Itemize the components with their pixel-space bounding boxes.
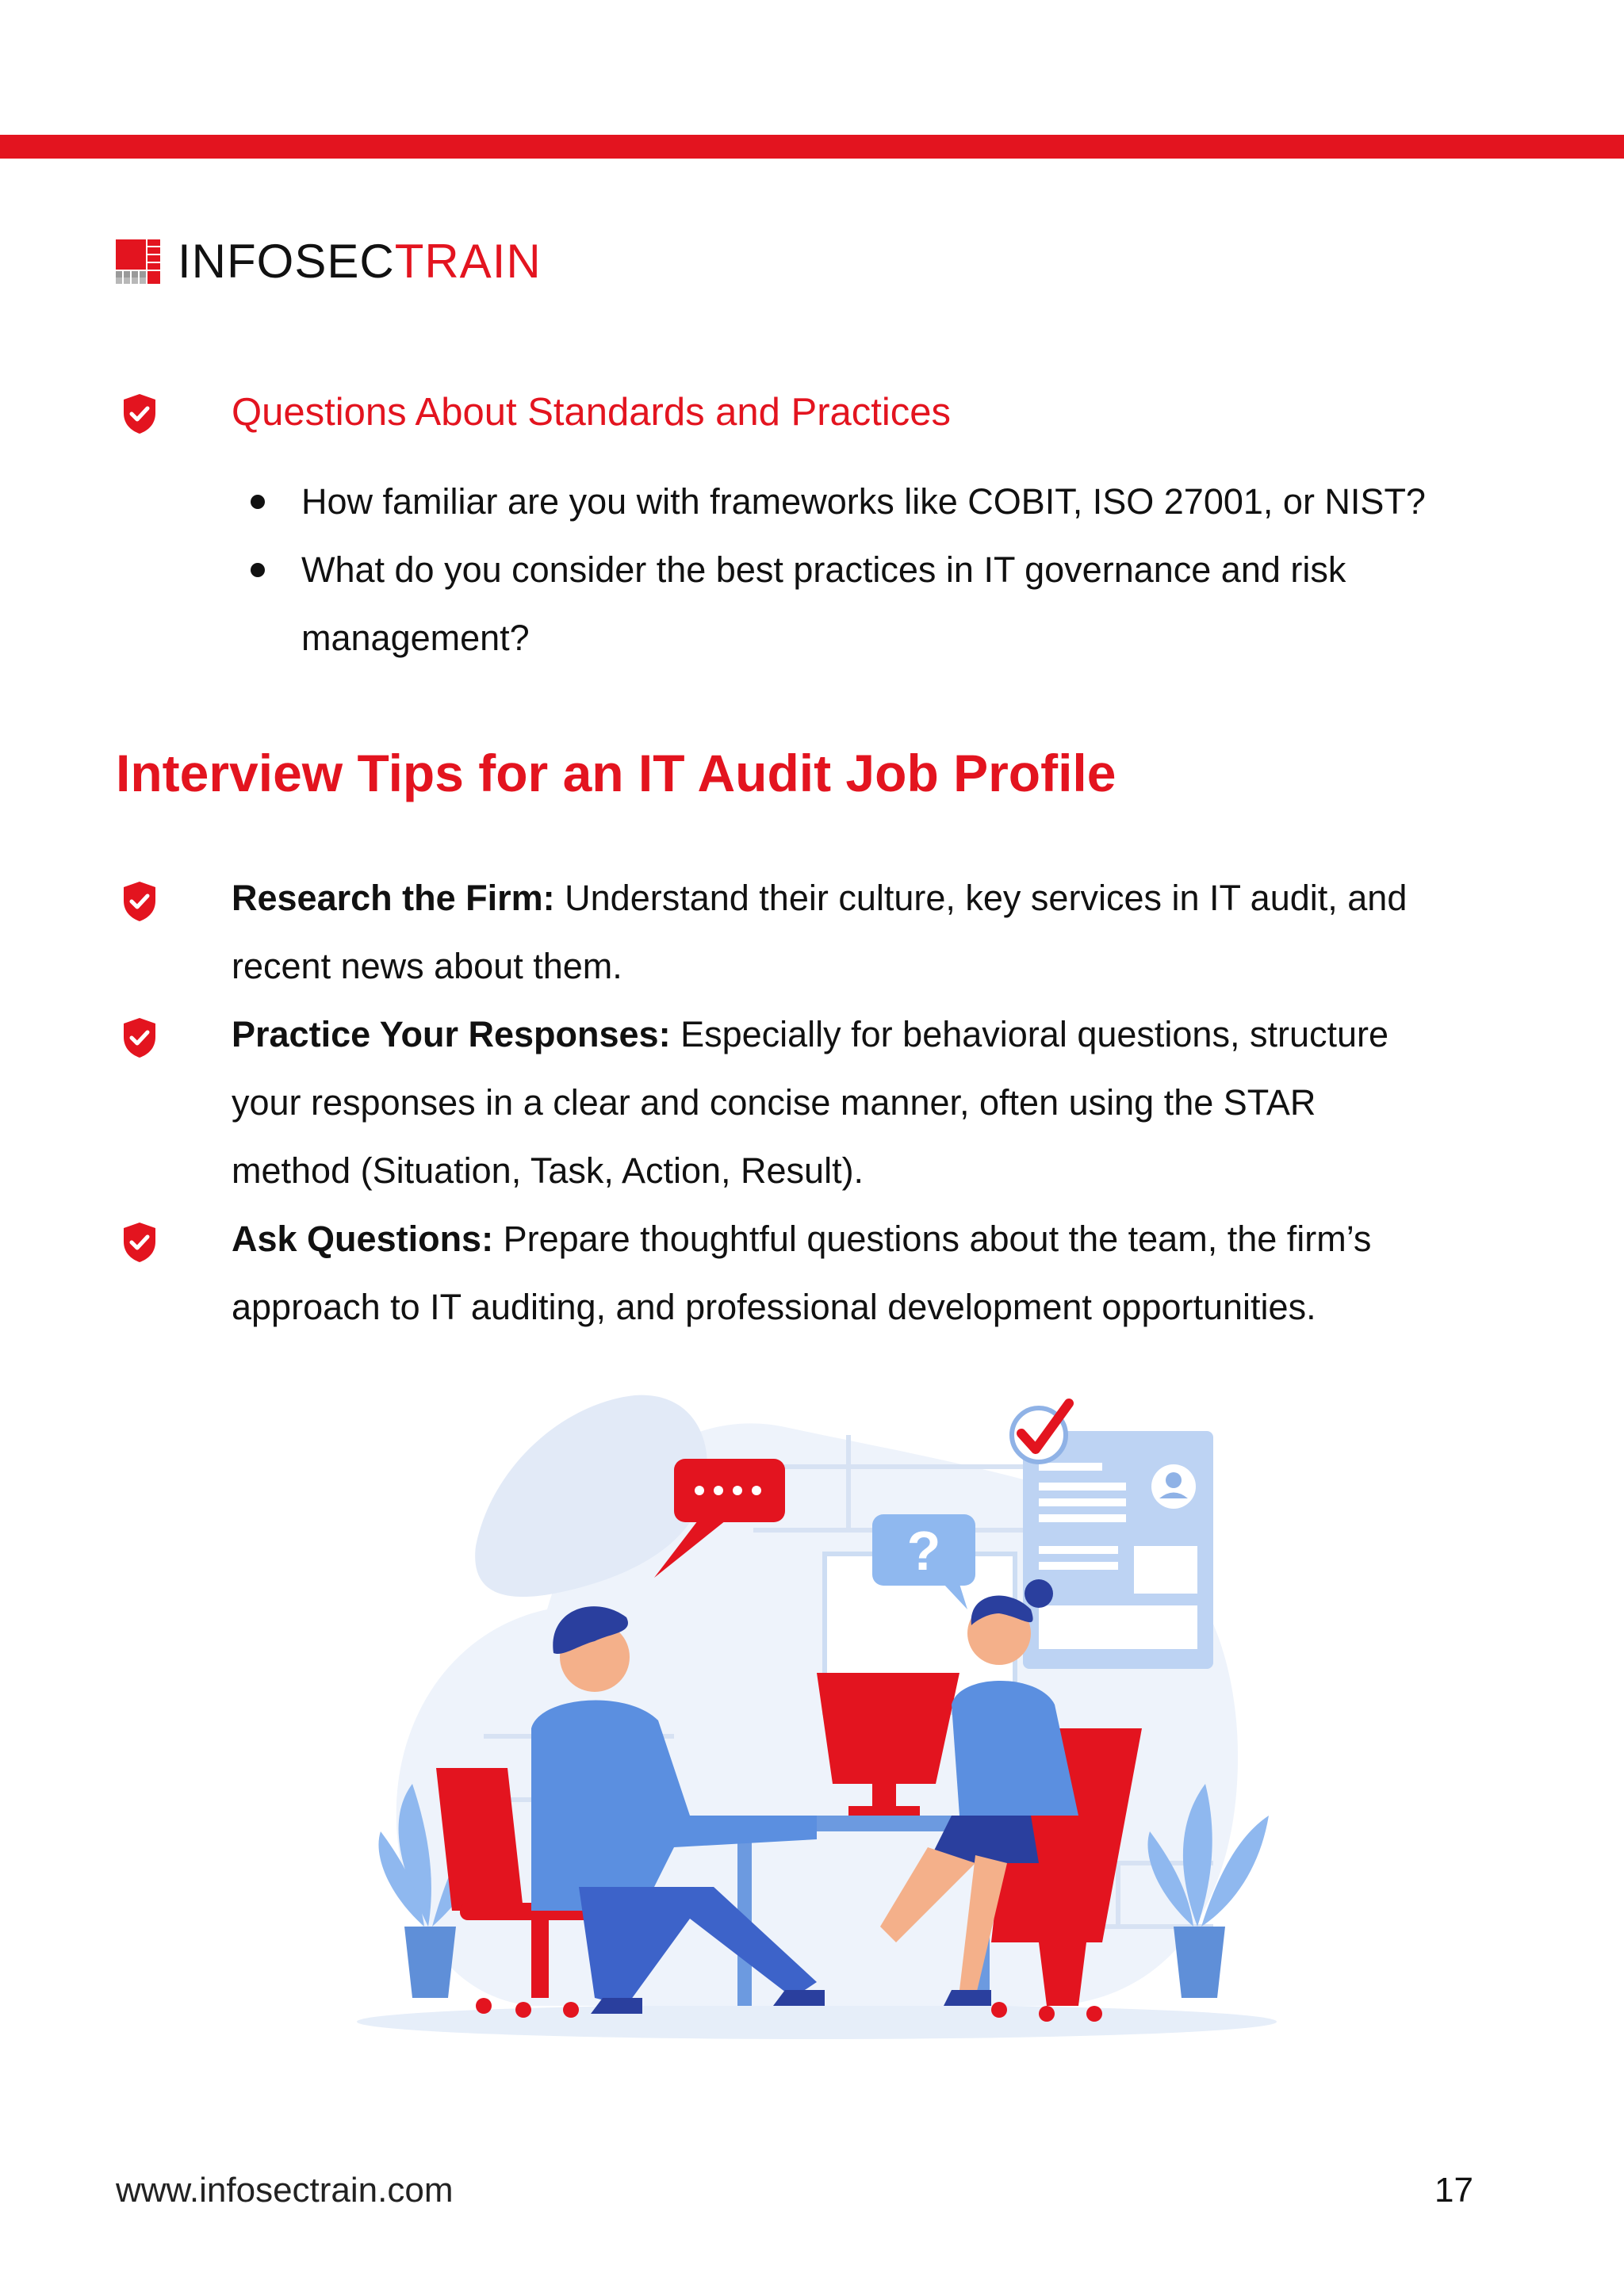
infosectrain-logo-icon (116, 239, 160, 284)
brand-logo (116, 235, 542, 288)
bullet-dot-icon (251, 563, 265, 577)
standards-questions-list (238, 468, 1427, 672)
brand-name (178, 235, 542, 288)
shield-check-icon (121, 880, 159, 923)
list-item-text: How familiar are you with frameworks like COBIT, ISO 27001, or NIST? (301, 481, 1426, 522)
tip-label: Research the Firm: (232, 878, 555, 918)
footer-url[interactable]: www.infosectrain.com (116, 2171, 454, 2210)
list-item (238, 536, 1411, 672)
tips-heading: Interview Tips for an IT Audit Job Profile (116, 744, 1116, 802)
shield-check-icon (121, 1221, 159, 1264)
tip-item-ask (232, 1205, 1397, 1341)
shield-check-icon (121, 1016, 159, 1059)
tip-item-practice (232, 1001, 1405, 1205)
tip-item-research (232, 864, 1421, 1001)
header-red-bar (0, 135, 1624, 159)
section-title: Questions About Standards and Practices (232, 391, 952, 434)
interview-illustration (341, 1372, 1293, 2053)
interview-tips-list (232, 864, 1437, 1341)
tip-text: Prepare thoughtful questions about the team, the firm’s approach to IT auditing, and professional development opportunities. (232, 1219, 1372, 1327)
page-number: 17 (1434, 2171, 1473, 2210)
list-item-text: What do you consider the best practices in IT governance and risk management? (301, 549, 1346, 658)
tip-label: Practice Your Responses: (232, 1014, 671, 1054)
tip-label: Ask Questions: (232, 1219, 494, 1259)
shield-check-icon (121, 392, 159, 435)
brand-name-part2: TRAIN (394, 235, 542, 288)
question-mark-icon: ? (906, 1520, 941, 1582)
brand-name-part1: INFOSEC (178, 235, 395, 288)
list-item (238, 468, 1451, 536)
tip-text: Especially for behavioral questions, structure your responses in a clear and concise manner, often using the STAR method (Situation, Task, Action, Result). (232, 1014, 1389, 1191)
bullet-dot-icon (251, 495, 265, 509)
tip-text: Understand their culture, key services in IT audit, and recent news about them. (232, 878, 1408, 986)
